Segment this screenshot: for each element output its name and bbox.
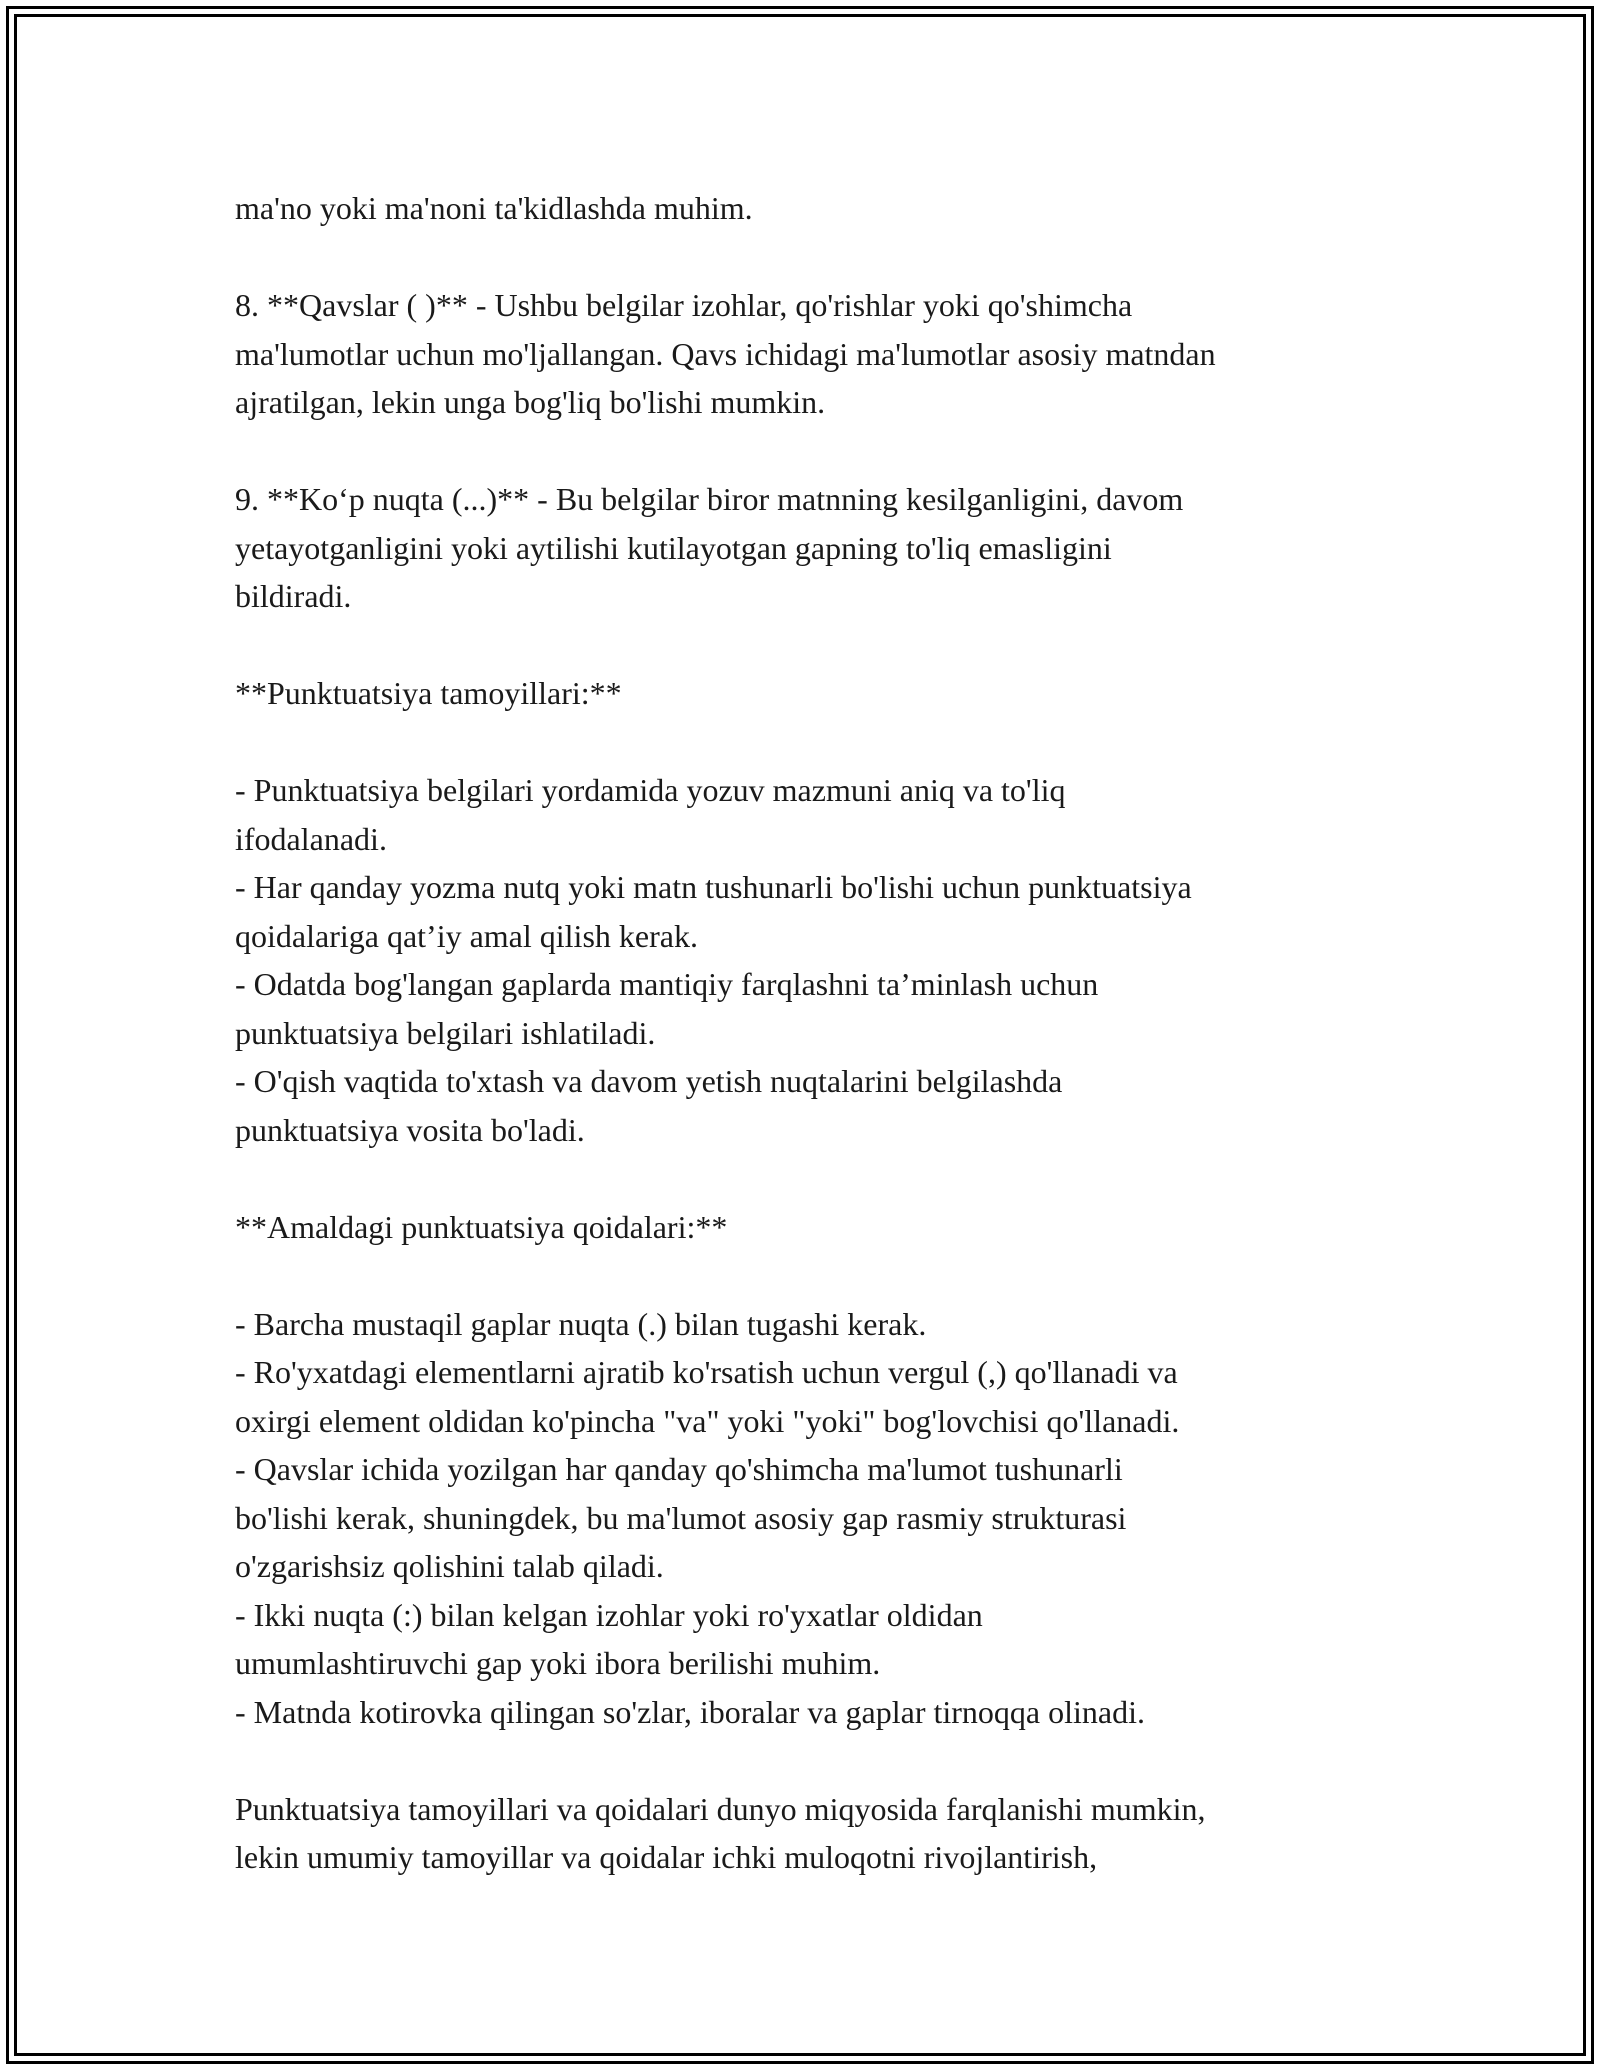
text-line: umumlashtiruvchi gap yoki ibora berilishi muhim.	[235, 1645, 881, 1681]
text-line: qoidalariga qat’iy amal qilish kerak.	[235, 917, 698, 954]
paragraph-p8	[235, 1785, 1415, 1882]
paragraph-p4	[235, 669, 1415, 718]
text-line: - O'qish vaqtida to'xtash va davom yetish nuqtalarini belgilashda	[235, 1063, 1063, 1099]
text-line: 8. **Qavslar ( )** - Ushbu belgilar izohlar, qo'rishlar yoki qo'shimcha	[235, 287, 1133, 323]
text-line: ifodalanadi.	[235, 820, 387, 857]
text-line: **Amaldagi punktuatsiya qoidalari:**	[235, 1208, 728, 1245]
text-line: o'zgarishsiz qolishini talab qiladi.	[235, 1548, 664, 1584]
text-line: ma'no yoki ma'noni ta'kidlashda muhim.	[235, 190, 753, 226]
text-line: Punktuatsiya tamoyillari va qoidalari dunyo miqyosida farqlanishi mumkin,	[235, 1790, 1206, 1827]
text-line: ma'lumotlar uchun mo'ljallangan. Qavs ichidagi ma'lumotlar asosiy matndan	[235, 335, 1216, 372]
text-line: - Matnda kotirovka qilingan so'zlar, iboralar va gaplar tirnoqqa olinadi.	[235, 1693, 1145, 1730]
text-line: punktuatsiya belgilari ishlatiladi.	[235, 1014, 656, 1051]
text-line: punktuatsiya vosita bo'ladi.	[235, 1111, 585, 1148]
text-line: lekin umumiy tamoyillar va qoidalar ichki muloqotni rivojlantirish,	[235, 1839, 1098, 1875]
text-line: bo'lishi kerak, shuningdek, bu ma'lumot asosiy gap rasmiy strukturasi	[235, 1499, 1127, 1536]
text-line: bildiradi.	[235, 578, 352, 614]
text-line: 9. **Ko‘p nuqta (...)** - Bu belgilar biror matnning kesilganligini, davom	[235, 481, 1184, 517]
text-line: - Punktuatsiya belgilari yordamida yozuv mazmuni aniq va to'liq	[235, 772, 1066, 808]
text-line: - Har qanday yozma nutq yoki matn tushunarli bo'lishi uchun punktuatsiya	[235, 869, 1192, 905]
text-line: - Odatda bog'langan gaplarda mantiqiy farqlashni ta’minlash uchun	[235, 966, 1099, 1002]
text-line: ajratilgan, lekin unga bog'liq bo'lishi mumkin.	[235, 384, 826, 420]
paragraph-p6	[235, 1203, 1415, 1252]
text-line: oxirgi element oldidan ko'pincha "va" yoki "yoki" bog'lovchisi qo'llanadi.	[235, 1402, 1180, 1439]
paragraph-p2	[235, 281, 1415, 427]
paragraph-p7	[235, 1300, 1415, 1737]
text-line: - Ikki nuqta (:) bilan kelgan izohlar yoki ro'yxatlar oldidan	[235, 1596, 983, 1633]
text-line: - Ro'yxatdagi elementlarni ajratib ko'rsatish uchun vergul (,) qo'llanadi va	[235, 1354, 1178, 1390]
document-body	[235, 184, 1415, 1930]
text-line: yetayotganligini yoki aytilishi kutilayotgan gapning to'liq emasligini	[235, 529, 1112, 566]
text-line: - Barcha mustaqil gaplar nuqta (.) bilan tugashi kerak.	[235, 1305, 927, 1342]
paragraph-p3	[235, 475, 1415, 621]
paragraph-p5	[235, 766, 1415, 1154]
text-line: - Qavslar ichida yozilgan har qanday qo'shimcha ma'lumot tushunarli	[235, 1451, 1123, 1487]
paragraph-p1	[235, 184, 1415, 233]
text-line: **Punktuatsiya tamoyillari:**	[235, 675, 622, 711]
